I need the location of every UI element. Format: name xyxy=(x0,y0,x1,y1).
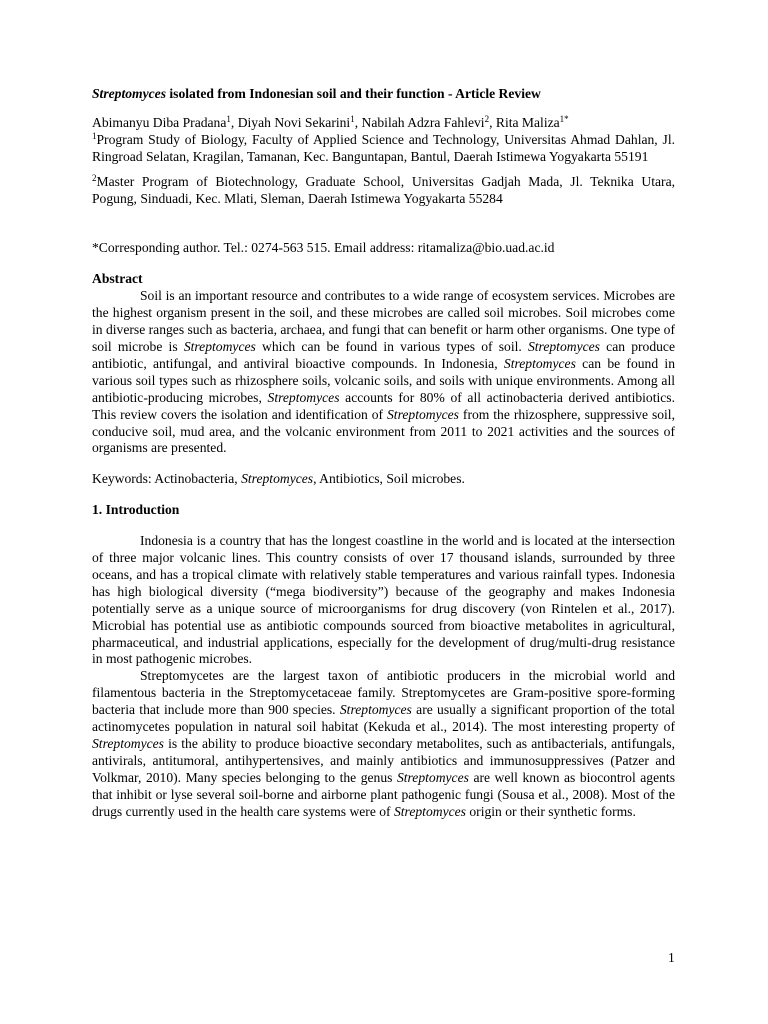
genus-name: Streptomyces xyxy=(339,702,412,718)
text-run: Indonesia is a country that has the longest coastline in the world and is located at the intersection of three major volcanic lines. This country consists of over 17 thousand islands, surrounded by three oceans, and has a tropical climate with relatively stable temperatures and various rainfall types. Indonesia has high biological diversity (“mega biodiversity”) because of the geography and makes Indonesia potentially serve as a unique source of microorganisms for drug discovery (von Rintelen et al., 2017). Microbial has potential use as antibiotic compounds sourced from bioactive metabolites in agricultural, pharmaceutical, and industrial applications, especially for the development of drug/multi-drug resistance in most pathogenic microbes. xyxy=(92,533,675,667)
text-run: can produce antibiotic, antifungal, and antiviral bioactive compounds. In Indonesia, xyxy=(92,338,675,371)
abstract-body xyxy=(92,288,675,457)
article-page xyxy=(92,86,675,821)
intro-paragraph-1 xyxy=(92,533,675,668)
text-run: can be found in various soil types such as rhizosphere soils, volcanic soils, and soils with unique environments. Among all antibiotic-producing microbes, xyxy=(92,355,675,405)
abstract-heading: Abstract xyxy=(92,271,143,287)
intro-paragraph-2 xyxy=(92,668,675,820)
genus-name: Streptomyces xyxy=(387,406,459,422)
genus-name: Streptomyces xyxy=(503,355,576,371)
text-run: are well known as biocontrol agents that inhibit or lyse several soil-borne and airborne plant pathogenic fungi (Sousa et al., 2008). Most of the drugs currently used in the health care systems were of xyxy=(92,769,675,819)
author-list xyxy=(92,115,675,132)
text-run: Soil is an important resource and contributes to a wide range of ecosystem services. Microbes are the highest organism present in the soil, and these microbes are called soil microbes. Soil microbes come in diverse ranges such as bacteria, archaea, and fungi that can benefit or harm other organisms. One type of soil microbe is xyxy=(92,288,675,354)
genus-name: Streptomyces xyxy=(393,803,466,819)
page-number: 1 xyxy=(668,950,675,965)
genus-name: Streptomyces xyxy=(241,471,314,487)
title-rest: isolated from Indonesian soil and their function - Article Review xyxy=(166,86,541,101)
genus-name: Streptomyces xyxy=(396,769,469,785)
genus-name: Streptomyces xyxy=(527,338,600,354)
genus-name: Streptomyces xyxy=(183,338,256,354)
author: Rita Maliza$^{1*}$ xyxy=(495,113,569,130)
text-run: origin or their synthetic forms. xyxy=(465,803,636,819)
text-run: which can be found in various types of soil. xyxy=(255,338,528,354)
title-genus: Streptomyces xyxy=(92,86,166,101)
article-title xyxy=(92,86,675,103)
author: Diyah Novi Sekarini$^1$, xyxy=(237,113,362,130)
keywords xyxy=(92,471,675,488)
author: Nabilah Adzra Fahlevi$^2$, xyxy=(361,113,496,130)
text-run: accounts for 80% of all actinobacteria derived antibiotics. This review covers the isolation and identification of xyxy=(92,389,675,422)
genus-name: Streptomyces xyxy=(92,736,164,751)
genus-name: Streptomyces xyxy=(267,389,340,405)
text-run: Keywords: Actinobacteria, xyxy=(92,471,242,487)
text-run: , Antibiotics, Soil microbes. xyxy=(313,471,465,487)
corresponding-author: *Corresponding author. Tel.: 0274-563 515. Email address: ritamaliza@bio.uad.ac.id xyxy=(92,240,555,256)
author: Abimanyu Diba Pradana$^1$, xyxy=(92,113,238,130)
affiliation-1: $^1$Program Study of Biology, Faculty of Applied Science and Technology, Universitas Ahmad Dahlan, Jl. Ringroad Selatan, Kragilan, Tamanan, Kec. Banguntapan, Bantul, Daerah Istimewa Yogyakarta 55191 xyxy=(92,130,675,164)
text-run: is the ability to produce bioactive secondary metabolites, such as antibacterials, antifungals, antivirals, antitumoral, antihypertensives, and mainly antibiotics and immunosuppressives (Patzer and Volkmar, 2010). Many species belonging to the genus xyxy=(92,736,675,785)
text-run: are usually a significant proportion of the total actinomycetes population in natural soil habitat (Kekuda et al., 2014). The most interesting property of xyxy=(92,702,675,735)
text-run: from the rhizosphere, suppressive soil, conducive soil, mud area, and the volcanic environment from 2011 to 2021 activities and the sources of organisms are presented. xyxy=(92,406,675,456)
affiliation-2: $^2$Master Program of Biotechnology, Graduate School, Universitas Gadjah Mada, Jl. Teknika Utara, Pogung, Sinduadi, Kec. Mlati, Sleman, Daerah Istimewa Yogyakarta 55284 xyxy=(92,172,675,206)
text-run: Streptomycetes are the largest taxon of antibiotic producers in the microbial world and filamentous bacteria in the Streptomycetaceae family. Streptomycetes are Gram-positive spore-forming bacteria that include more than 900 species. xyxy=(92,668,675,718)
introduction-heading: 1. Introduction xyxy=(92,502,180,518)
